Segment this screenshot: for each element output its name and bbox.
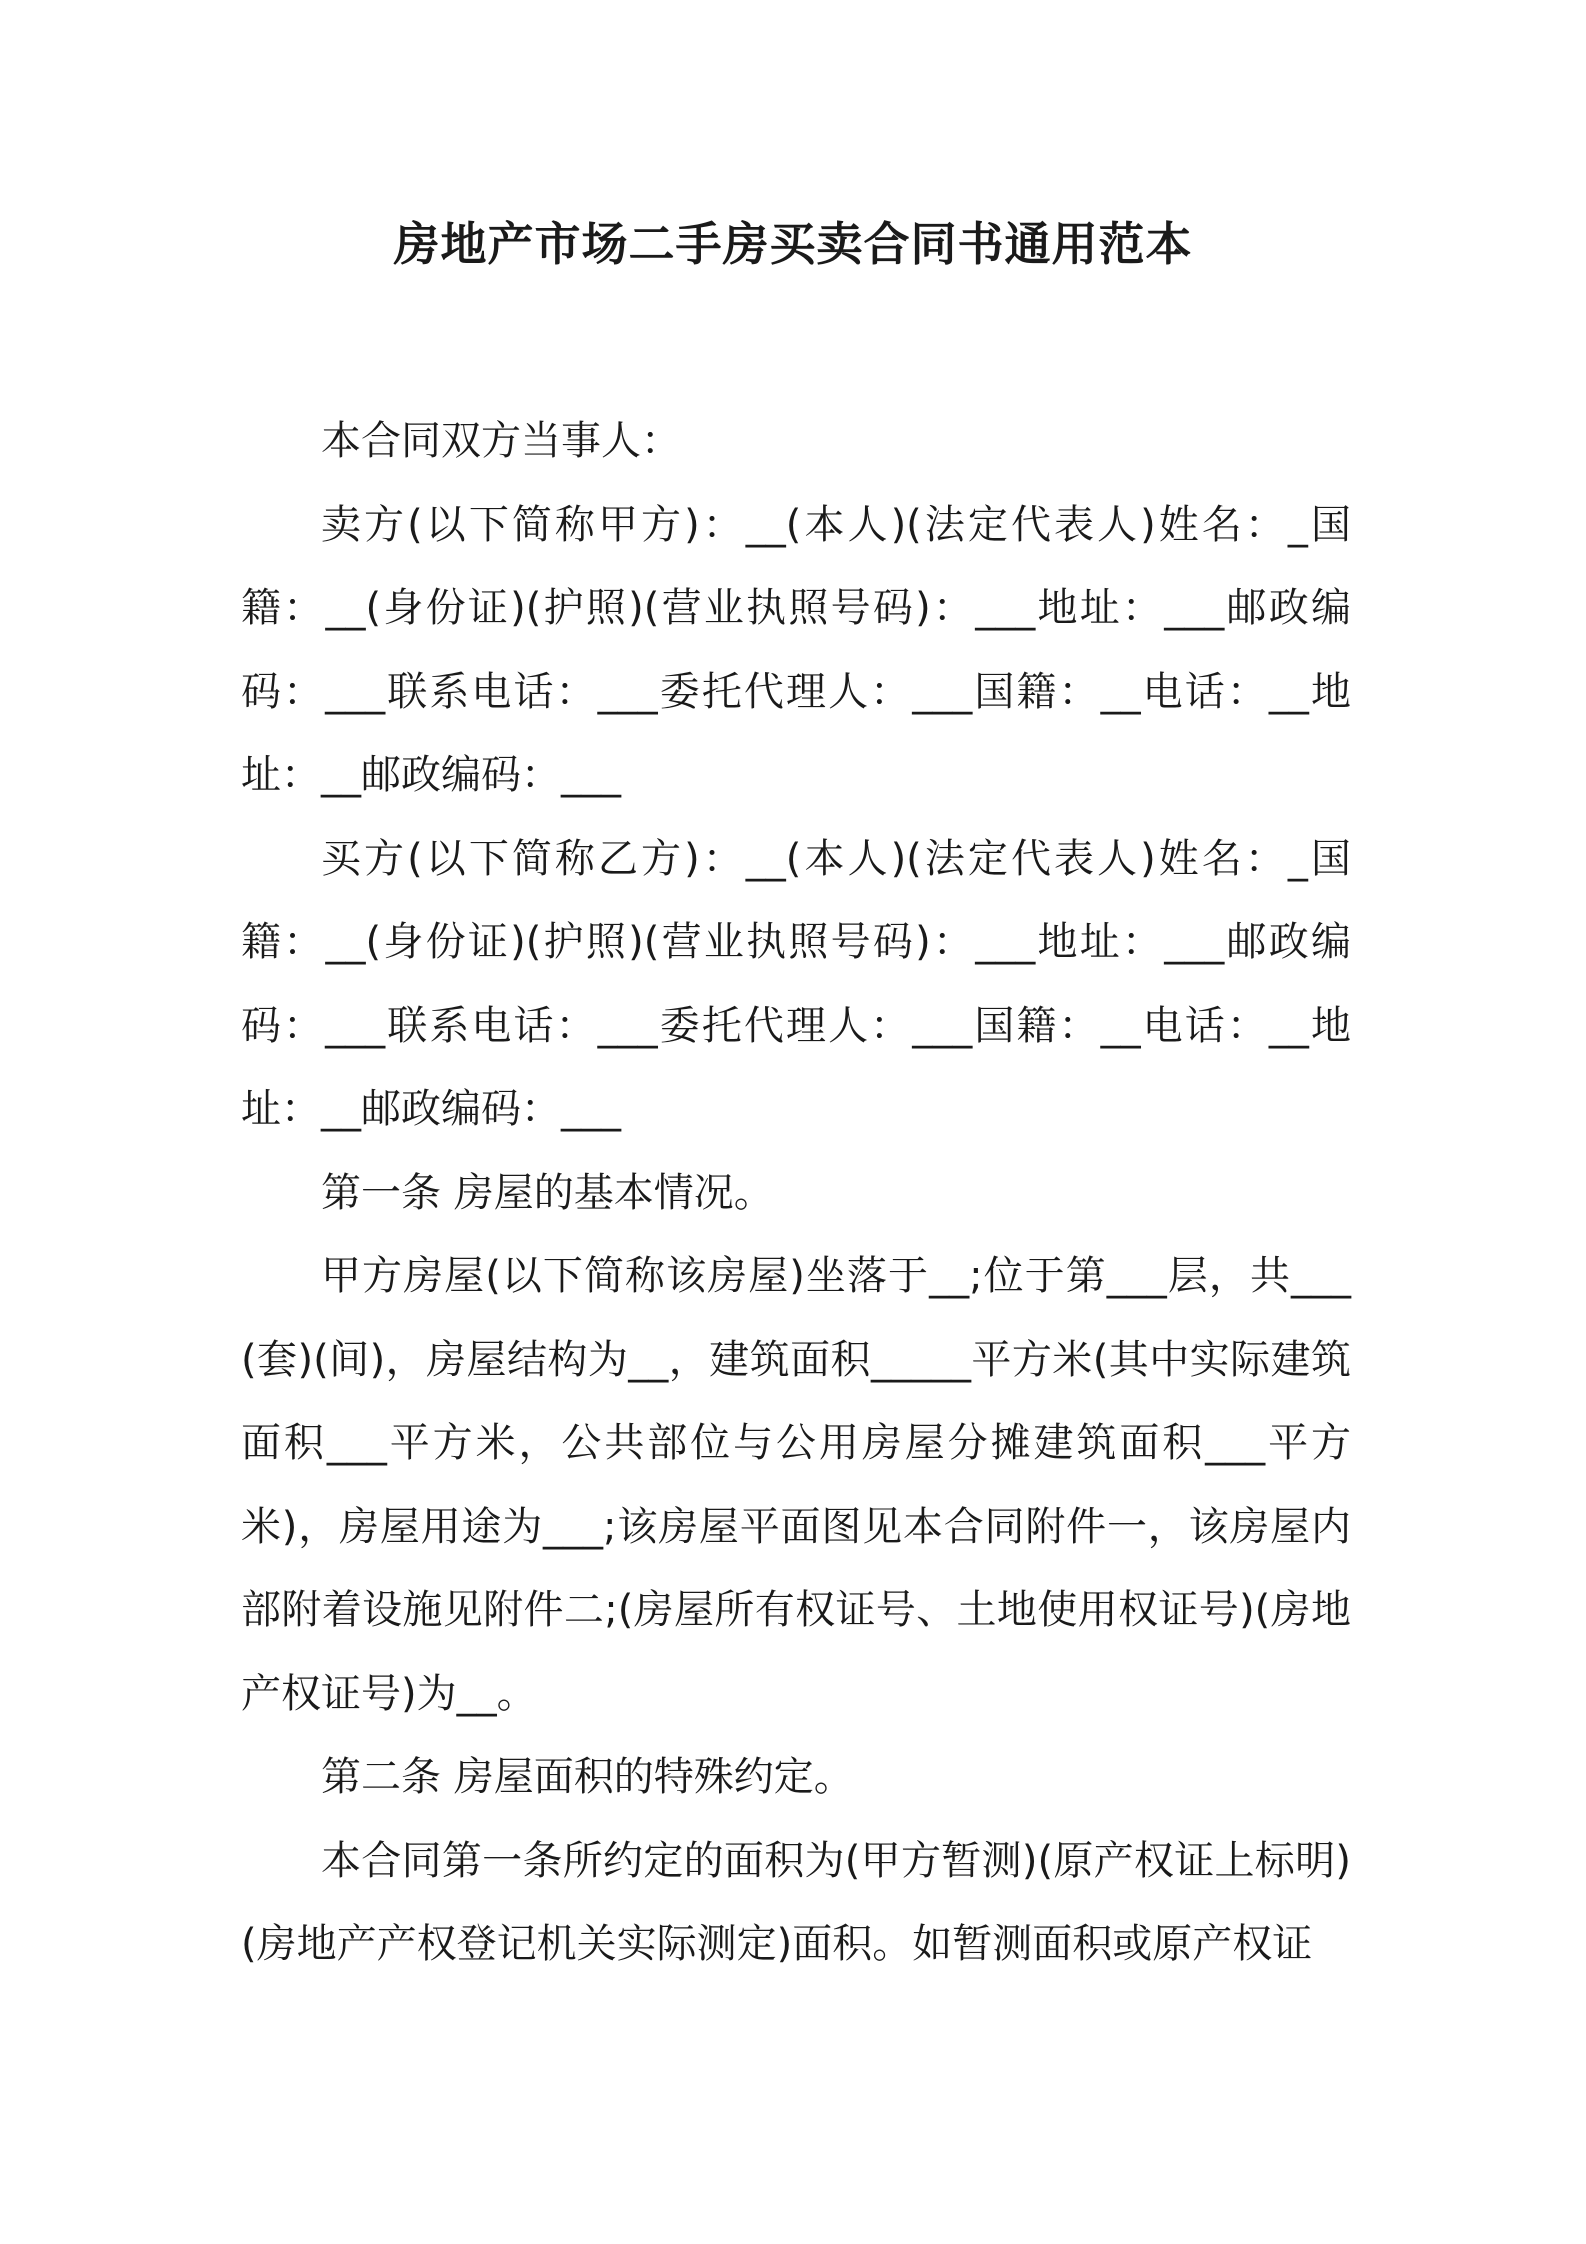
article-2-body: 本合同第一条所约定的面积为(甲方暂测)(原产权证上标明)(房地产产权登记机关实际测定)面积。如暂测面积或原产权证 (241, 1837, 1351, 1967)
article-1-heading: 第一条 房屋的基本情况。 (321, 1169, 774, 1216)
document-title: 房地产市场二手房买卖合同书通用范本 (393, 217, 1193, 271)
paragraph-parties-intro: 本合同双方当事人： (321, 418, 681, 464)
article-1-body: 甲方房屋(以下简称该房屋)坐落于__;位于第___层，共___(套)(间)，房屋结构为__，建筑面积_____平方米(其中实际建筑面积___平方米，公共部位与公用房屋分摊建筑面积___平方米)，房屋用途为___;该房屋平面图见本合同附件一，该房屋内部附着设施见附件二;(房屋所有权证号、土地使用权证号)(房地产权证号)为__。 (241, 1253, 1351, 1717)
paragraph-buyer-info: 买方(以下简称乙方)：__(本人)(法定代表人)姓名：_国籍：__(身份证)(护照)(营业执照号码)：___地址：___邮政编码：___联系电话：___委托代理人：___国籍：__电话：__地址：__邮政编码：___ (241, 835, 1351, 1132)
document-body (241, 400, 1351, 1987)
article-2-heading: 第二条 房屋面积的特殊约定。 (321, 1754, 854, 1800)
paragraph-seller-info: 卖方(以下简称甲方)：__(本人)(法定代表人)姓名：_国籍：__(身份证)(护照)(营业执照号码)：___地址：___邮政编码：___联系电话：___委托代理人：___国籍：__电话：__地址：__邮政编码：___ (241, 501, 1351, 798)
